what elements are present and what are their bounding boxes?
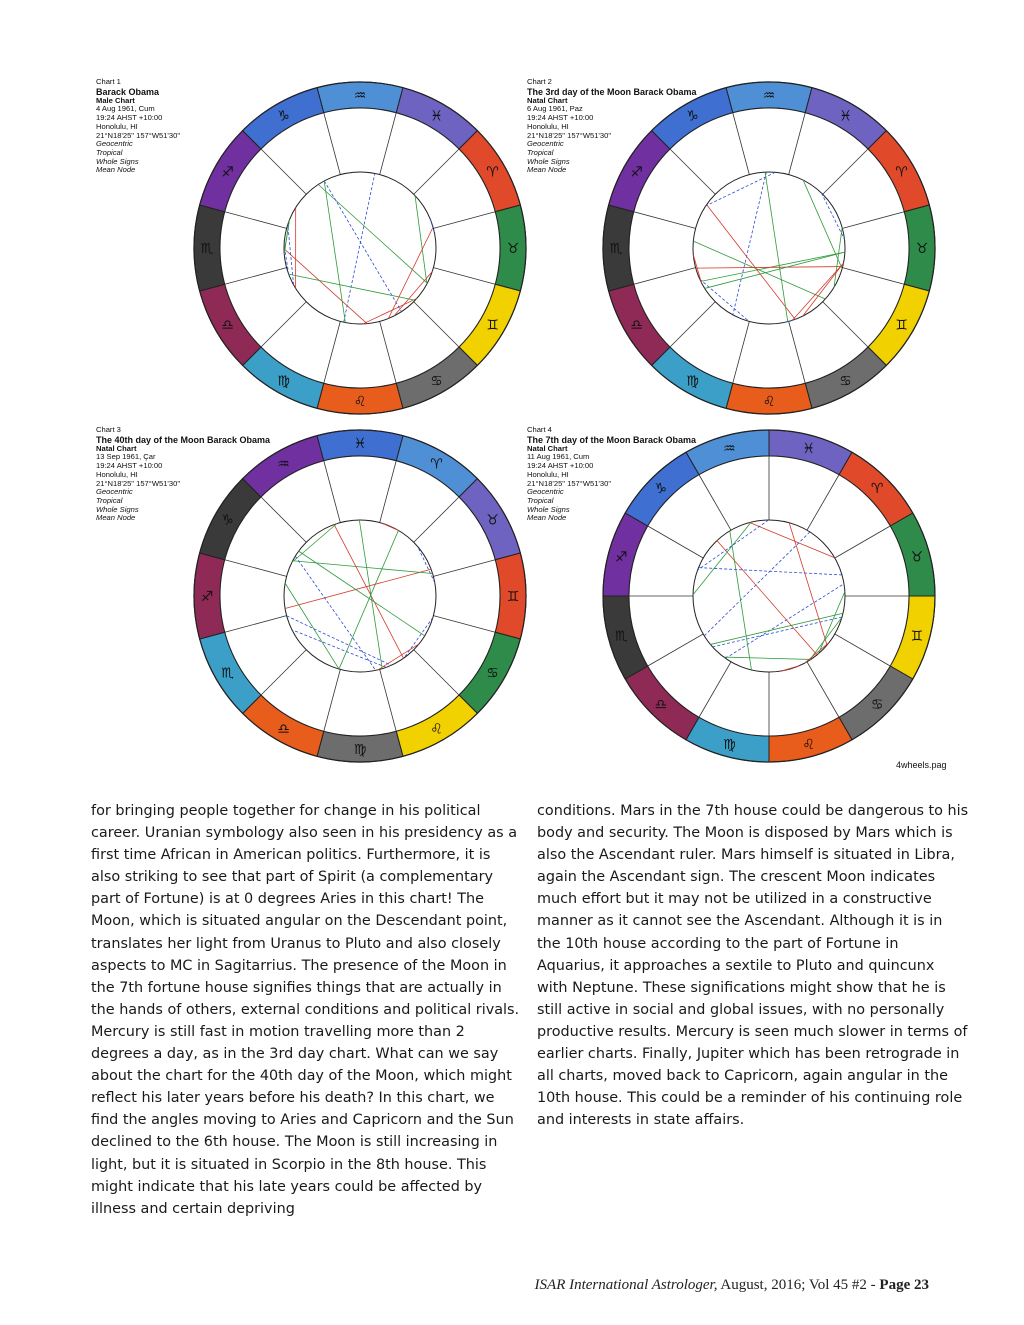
chart-option: Geocentric: [527, 139, 564, 149]
chart-date: 13 Sep 1961, Çar: [96, 452, 156, 462]
page-number: Page 23: [879, 1277, 929, 1293]
zodiac-sign-icon: ♑: [277, 108, 290, 125]
zodiac-sign-icon: ♐: [630, 164, 643, 181]
zodiac-sign-icon: ♈: [870, 480, 884, 497]
chart-block-2: [527, 78, 987, 448]
chart-number: Chart 2: [527, 77, 552, 86]
chart-option: Whole Signs: [527, 156, 570, 166]
zodiac-sign-icon: ♒: [353, 88, 367, 104]
article-column-left: [91, 800, 523, 1220]
chart-time: 19:24 AHST +10:00: [527, 113, 594, 123]
chart-option: Mean Node: [527, 513, 567, 523]
zodiac-sign-icon: ♈: [430, 456, 443, 473]
zodiac-sign-icon: ♎: [221, 317, 234, 334]
chart-option: Tropical: [527, 147, 554, 157]
chart-coords: 21°N18'25" 157°W51'30": [96, 478, 181, 488]
chart-number: Chart 1: [96, 77, 121, 86]
aspect-circle: [284, 172, 436, 324]
zodiac-sign-icon: ♊: [895, 317, 908, 334]
chart-coords: 21°N18'25" 157°W51'30": [527, 130, 612, 140]
zodiac-sign-icon: ♉: [915, 241, 929, 257]
chart-number: Chart 3: [96, 425, 121, 434]
file-label: 4wheels.pag: [896, 760, 947, 770]
zodiac-sign-icon: ♊: [506, 589, 520, 605]
chart-number: Chart 4: [527, 425, 552, 434]
zodiac-sign-icon: ♋: [430, 373, 443, 390]
issue-info: August, 2016; Vol 45 #2 -: [717, 1277, 880, 1293]
zodiac-sign-icon: ♏: [609, 241, 623, 257]
chart-option: Geocentric: [96, 139, 133, 149]
zodiac-sign-icon: ♈: [486, 164, 499, 181]
zodiac-sign-icon: ♓: [802, 441, 815, 458]
zodiac-sign-icon: ♏: [221, 665, 234, 682]
paragraph: for bringing people together for change in his political career. Uranian symbology also seen in his presidency as a first time African in American politics. Furthermore, it is also striking to see that part of Spirit (a complementary part of Fortune) is at 0 degrees Aries in this chart! The Moon, which is situated angular on the Descendant point, translates her light from Uranus to Pluto and also closely aspects to MC in Sagitarrius. The presence of the Moon in the 7th fortune house signifies things that are actually in the hands of others, external conditions and political rivals. Mercury is still fast in motion travelling more than 2 degrees a day, as in the 3rd day chart. What can we say about the chart for the 40th day of the Moon, which might reflect his later years before his death? In this chart, we find the angles moving to Aries and Capricorn and the Sun declined to the 6th house. The Moon is still increasing in light, but it is situated in Scorpio in the 8th house. This might indicate that his late years could be affected by illness and certain depriving: [91, 803, 520, 1217]
zodiac-sign-icon: ♌: [353, 394, 367, 410]
zodiac-sign-icon: ♑: [654, 480, 668, 497]
zodiac-sign-icon: ♋: [839, 373, 852, 390]
aspect-circle: [693, 520, 845, 672]
zodiac-sign-icon: ♎: [654, 697, 668, 714]
chart-coords: 21°N18'25" 157°W51'30": [527, 478, 612, 488]
zodiac-sign-icon: ♍: [686, 373, 699, 390]
zodiac-sign-icon: ♌: [802, 736, 815, 753]
chart-option: Whole Signs: [527, 504, 570, 514]
publication-name: ISAR International Astrologer,: [534, 1277, 718, 1293]
chart-option: Mean Node: [96, 165, 136, 175]
zodiac-sign-icon: ♒: [277, 456, 290, 473]
zodiac-sign-icon: ♐: [200, 589, 214, 605]
chart-option: Mean Node: [96, 513, 136, 523]
chart-block-3: [96, 426, 556, 796]
zodiac-sign-icon: ♓: [430, 108, 443, 125]
zodiac-sign-icon: ♊: [910, 628, 924, 645]
zodiac-sign-icon: ♋: [870, 697, 884, 714]
zodiac-sign-icon: ♑: [221, 512, 234, 529]
chart-info: [527, 78, 727, 175]
zodiac-sign-icon: ♏: [200, 241, 214, 257]
zodiac-sign-icon: ♌: [762, 394, 776, 410]
chart-title: The 3rd day of the Moon Barack Obama: [527, 86, 697, 97]
chart-title: The 40th day of the Moon Barack Obama: [96, 434, 271, 445]
zodiac-sign-icon: ♌: [430, 721, 443, 738]
chart-date: 11 Aug 1961, Cum: [527, 452, 590, 462]
chart-subtitle: Natal Chart: [527, 443, 568, 453]
chart-date: 6 Aug 1961, Paz: [527, 104, 583, 114]
chart-time: 19:24 AHST +10:00: [96, 461, 163, 471]
chart-option: Tropical: [527, 495, 554, 505]
chart-subtitle: Male Chart: [96, 95, 135, 105]
chart-date: 4 Aug 1961, Cum: [96, 104, 155, 114]
chart-subtitle: Natal Chart: [527, 95, 568, 105]
chart-subtitle: Natal Chart: [96, 443, 137, 453]
zodiac-sign-icon: ♎: [630, 317, 643, 334]
zodiac-sign-icon: ♈: [895, 164, 908, 181]
chart-time: 19:24 AHST +10:00: [527, 461, 594, 471]
zodiac-sign-icon: ♓: [353, 436, 367, 452]
chart-info: [527, 426, 727, 523]
zodiac-sign-icon: ♒: [762, 88, 776, 104]
zodiac-sign-icon: ♍: [723, 736, 736, 753]
zodiac-sign-icon: ♍: [353, 742, 367, 758]
chart-place: Honolulu, HI: [527, 469, 569, 479]
zodiac-sign-icon: ♉: [506, 241, 520, 257]
zodiac-sign-icon: ♎: [277, 721, 290, 738]
page-footer: [535, 1277, 929, 1294]
zodiac-sign-icon: ♋: [486, 665, 499, 682]
chart-info: [96, 78, 296, 175]
paragraph: conditions. Mars in the 7th house could be dangerous to his body and security. The Moon is disposed by Mars which is also the Ascendant ruler. Mars himself is situated in Libra, again the Ascendant sign. The crescent Moon indicates much effort but it may not be utilized in a constructive manner as it cannot see the Ascendant. Although it is in the 10th house according to the part of Fortune in Aquarius, it approaches a sextile to Pluto and quincunx with Neptune. These significations might show that he is still active in social and global issues, with no personally productive results. Mercury is seen much slower in terms of earlier charts. Finally, Jupiter which has been retrograde in all charts, moved back to Capricorn, again angular in the 10th house. This could be a reminder of his continuing role and interests in state affairs.: [537, 803, 969, 1129]
chart-time: 19:24 AHST +10:00: [96, 113, 163, 123]
chart-info: [96, 426, 296, 523]
zodiac-sign-icon: ♉: [910, 549, 924, 566]
chart-option: Whole Signs: [96, 504, 139, 514]
chart-place: Honolulu, HI: [96, 469, 138, 479]
chart-option: Tropical: [96, 495, 123, 505]
aspect-circle: [284, 520, 436, 672]
chart-option: Geocentric: [96, 487, 133, 497]
chart-block-4: [527, 426, 987, 796]
chart-option: Mean Node: [527, 165, 567, 175]
zodiac-sign-icon: ♊: [486, 317, 499, 334]
zodiac-sign-icon: ♉: [486, 512, 499, 529]
chart-place: Honolulu, HI: [96, 121, 138, 131]
zodiac-sign-icon: ♒: [723, 441, 736, 458]
chart-title: The 7th day of the Moon Barack Obama: [527, 434, 697, 445]
zodiac-sign-icon: ♏: [614, 628, 628, 645]
zodiac-sign-icon: ♓: [839, 108, 852, 125]
article-column-right: [537, 800, 969, 1131]
chart-title: Barack Obama: [96, 86, 160, 97]
chart-option: Whole Signs: [96, 156, 139, 166]
chart-option: Geocentric: [527, 487, 564, 497]
zodiac-sign-icon: ♐: [221, 164, 234, 181]
chart-option: Tropical: [96, 147, 123, 157]
zodiac-sign-icon: ♐: [614, 549, 628, 566]
zodiac-sign-icon: ♍: [277, 373, 290, 390]
zodiac-sign-icon: ♑: [686, 108, 699, 125]
chart-coords: 21°N18'25" 157°W51'30": [96, 130, 181, 140]
chart-block-1: [96, 78, 556, 448]
chart-place: Honolulu, HI: [527, 121, 569, 131]
